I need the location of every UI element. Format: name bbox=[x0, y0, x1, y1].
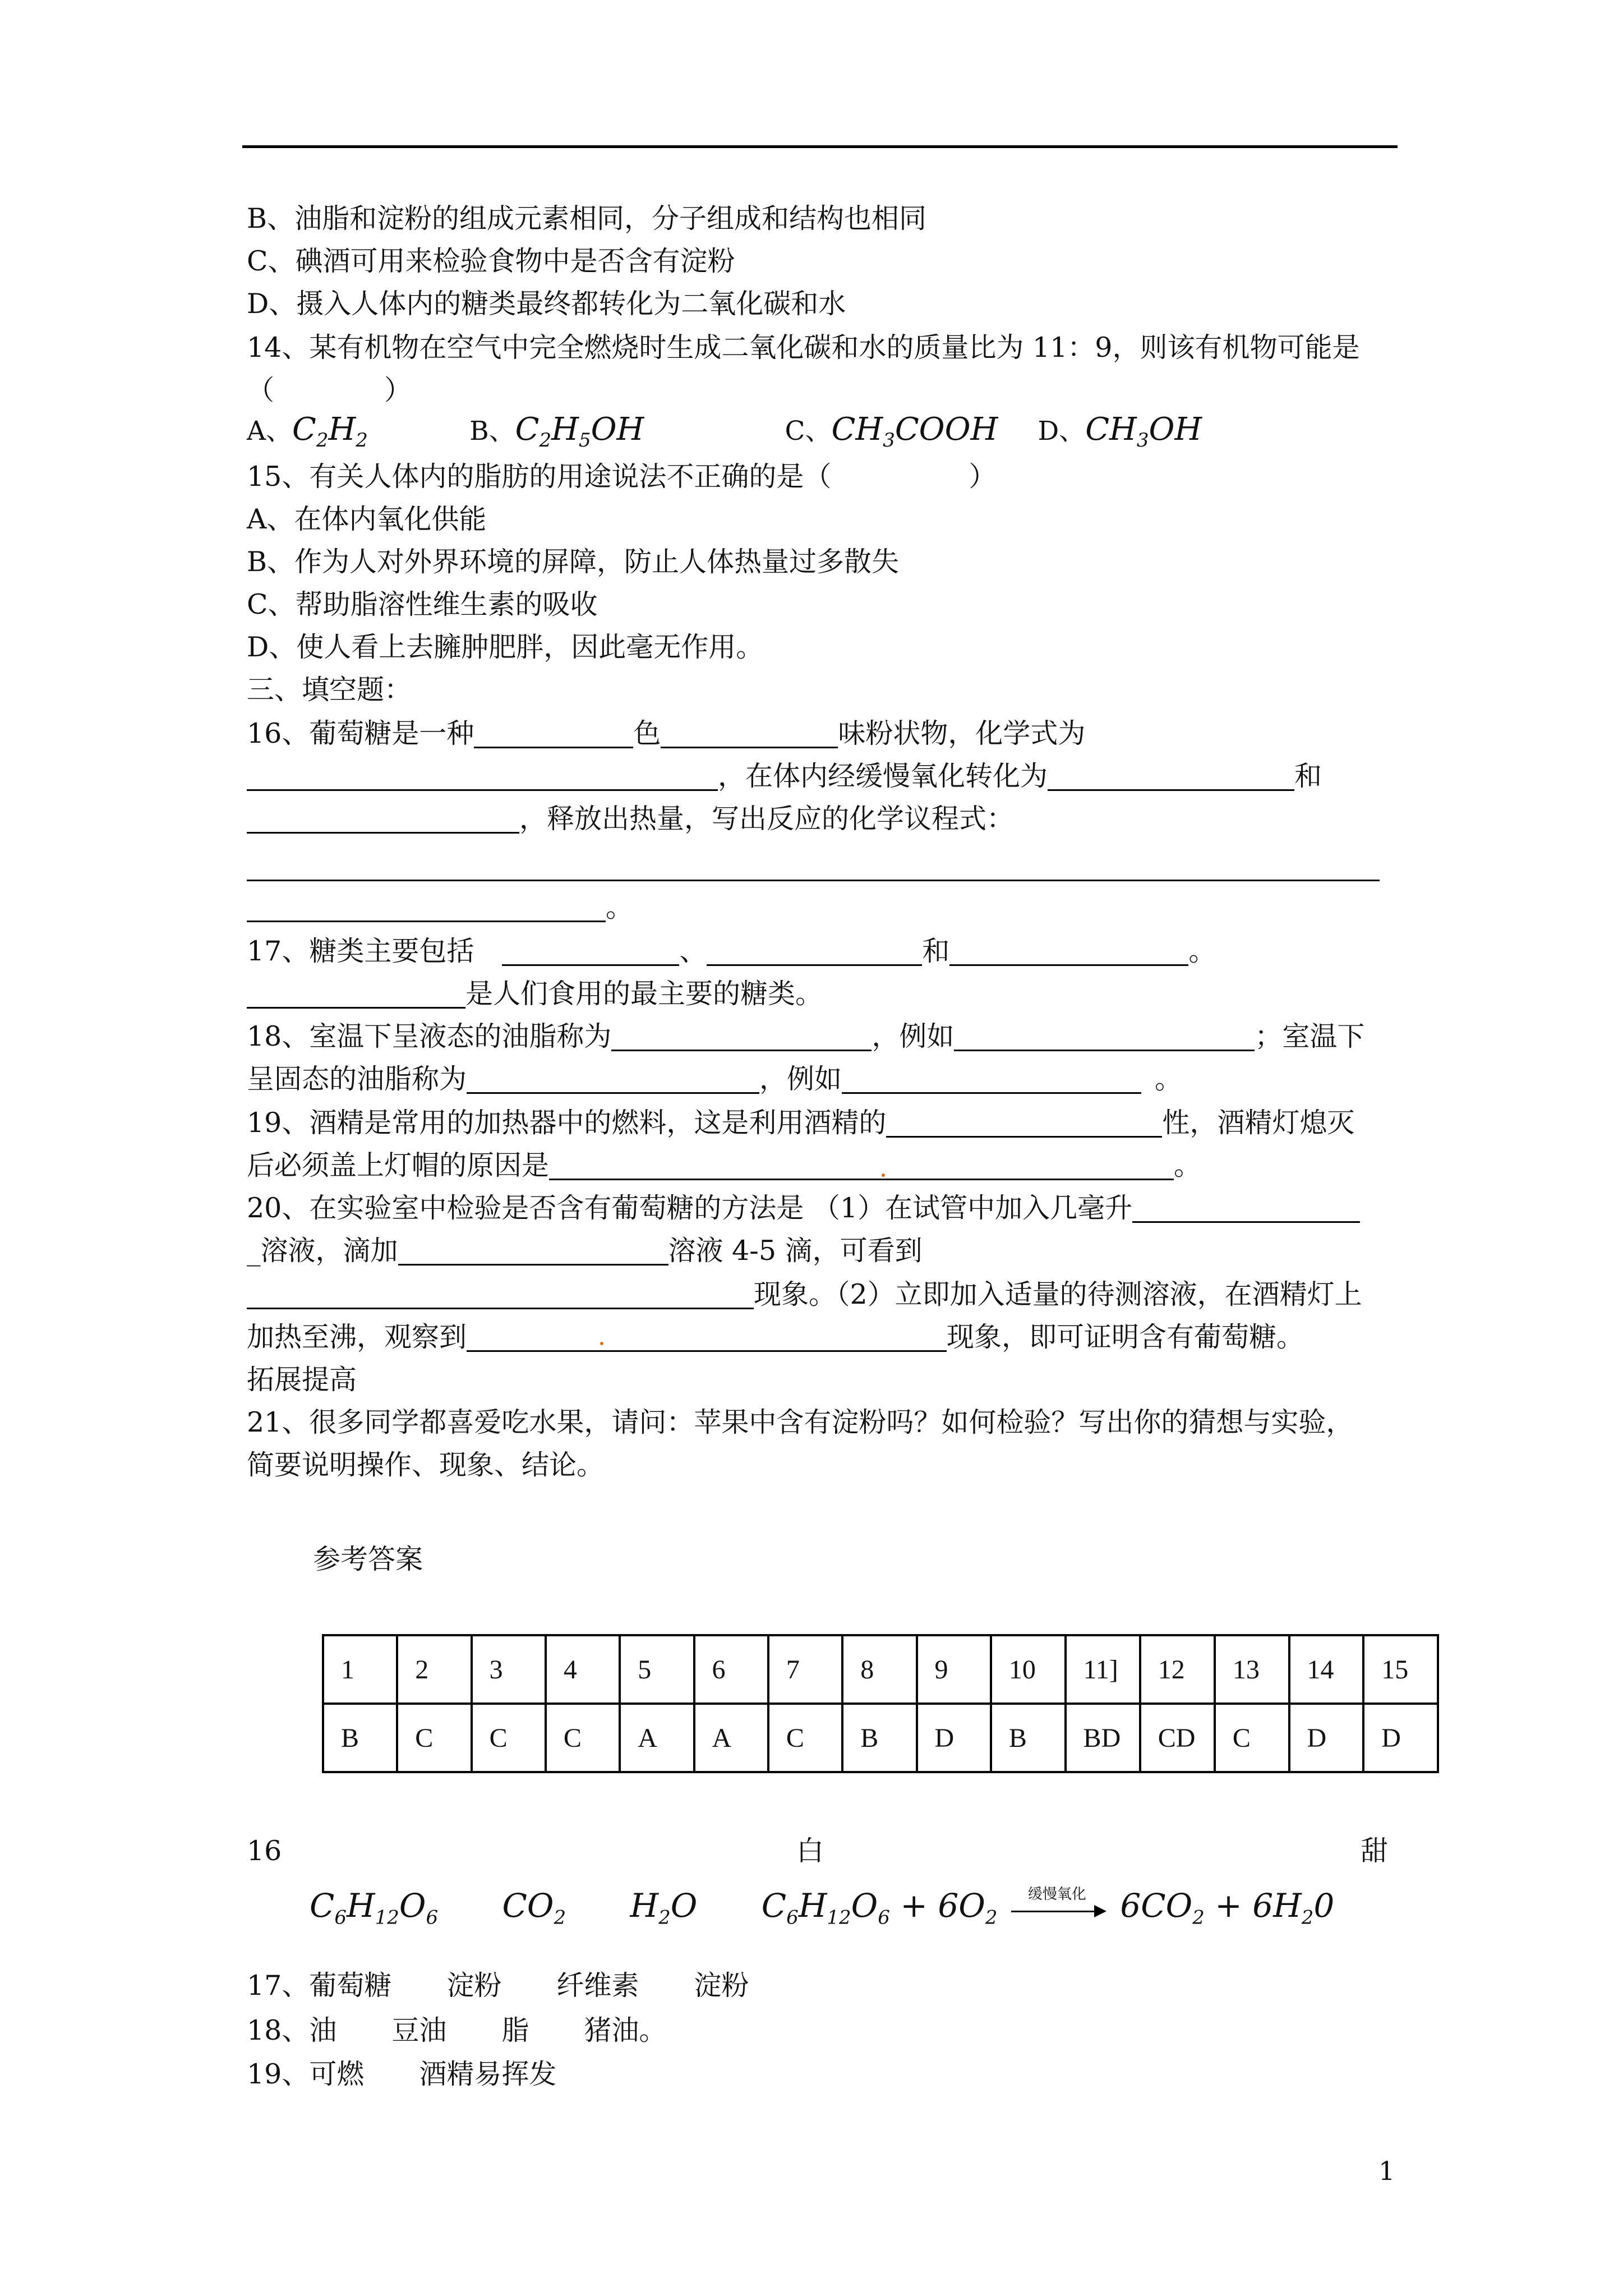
answer-17: 17、葡萄糖 淀粉 纤维素 淀粉 bbox=[247, 1970, 749, 2001]
option-d-label: D、 bbox=[1038, 416, 1086, 447]
answer-16-number: 16 bbox=[247, 1835, 282, 1867]
answer-16-formulas bbox=[310, 1887, 1334, 1929]
answer-table-answer-cell: CD bbox=[1140, 1704, 1215, 1772]
answer-table-number-cell: 9 bbox=[917, 1635, 991, 1704]
option-c-label: C、 bbox=[785, 416, 832, 447]
question-21-line2: 简要说明操作、现象、结论。 bbox=[247, 1449, 605, 1481]
answer-table-answer-row bbox=[323, 1704, 1438, 1772]
answer-table-number-cell: 6 bbox=[694, 1635, 768, 1704]
answer-table-number-row bbox=[323, 1635, 1438, 1704]
answer-table bbox=[322, 1634, 1439, 1773]
question-20-line1: 20、在实验室中检验是否含有葡萄糖的方法是 （1）在试管中加入几毫升 bbox=[247, 1191, 1360, 1225]
formula-h2o: $H_2O$ bbox=[630, 1887, 698, 1929]
answer-table-answer-cell: B bbox=[323, 1704, 397, 1772]
answer-18: 18、油 豆油 脂 猪油。 bbox=[247, 2014, 667, 2046]
answer-table-number-cell: 12 bbox=[1140, 1635, 1215, 1704]
question-20-line3: 现象。（2）立即加入适量的待测溶液，在酒精灯上 bbox=[247, 1278, 1362, 1312]
stray-mark bbox=[882, 1174, 885, 1177]
question-14-paren: （ ） bbox=[247, 374, 412, 406]
answer-table-number-cell: 7 bbox=[768, 1635, 842, 1704]
answer-table-answer-cell: A bbox=[620, 1704, 694, 1772]
option-15a: A、在体内氧化供能 bbox=[247, 503, 487, 535]
question-16-line1: 16、葡萄糖是一种 色 味粉状物，化学式为 bbox=[247, 717, 1086, 749]
answer-table-number-cell: 15 bbox=[1363, 1635, 1438, 1704]
formula-c2h2: $C_2H_2$ bbox=[292, 411, 368, 452]
answer-table-answer-cell: C bbox=[472, 1704, 546, 1772]
answer-table-number-cell: 8 bbox=[842, 1635, 916, 1704]
option-13c: C、碘酒可用来检验食物中是否含有淀粉 bbox=[247, 245, 735, 277]
header-rule bbox=[242, 145, 1398, 148]
answer-table-answer-cell: B bbox=[991, 1704, 1066, 1772]
question-17-line1: 17、糖类主要包括 、 和 。 bbox=[247, 935, 1216, 967]
answer-table-answer-cell: B bbox=[842, 1704, 916, 1772]
answer-line bbox=[247, 880, 1380, 881]
option-b-label: B、 bbox=[469, 416, 515, 447]
answer-16-color: 白 bbox=[796, 1835, 824, 1867]
answer-table-number-cell: 14 bbox=[1289, 1635, 1364, 1704]
section-fill-blank-title: 三、填空题： bbox=[247, 674, 412, 706]
option-13b: B、油脂和淀粉的组成元素相同，分子组成和结构也相同 bbox=[247, 203, 927, 234]
question-20-line2: _溶液，滴加 溶液 4-5 滴，可看到 bbox=[247, 1235, 923, 1267]
option-15d: D、使人看上去臃肿肥胖，因此毫无作用。 bbox=[247, 631, 764, 663]
question-15: 15、有关人体内的脂肪的用途说法不正确的是（ ） bbox=[247, 461, 997, 493]
answer-table-answer-cell: D bbox=[1289, 1704, 1364, 1772]
answer-table-answer-cell: C bbox=[397, 1704, 471, 1772]
answer-16-taste: 甜 bbox=[1361, 1835, 1389, 1867]
question-19-line1: 19、酒精是常用的加热器中的燃料，这是利用酒精的 性，酒精灯熄灭 bbox=[247, 1107, 1355, 1139]
formula-c2h5oh: $C_2H_5OH$ bbox=[515, 411, 644, 452]
question-19-line2: 后必须盖上灯帽的原因是 。 bbox=[247, 1149, 1202, 1181]
answer-table-number-cell: 13 bbox=[1215, 1635, 1289, 1704]
page-number: 1 bbox=[1378, 2156, 1395, 2186]
question-18-line2: 呈固态的油脂称为 ，例如 。 bbox=[247, 1063, 1183, 1095]
answer-table-number-cell: 2 bbox=[397, 1635, 471, 1704]
option-15b: B、作为人对外界环境的屏障，防止人体热量过多散失 bbox=[247, 546, 900, 578]
answer-table-number-cell: 5 bbox=[620, 1635, 694, 1704]
question-20-line4: 加热至沸，观察到 现象，即可证明含有葡萄糖。 bbox=[247, 1321, 1304, 1353]
answer-table-number-cell: 1 bbox=[323, 1635, 397, 1704]
answer-19: 19、可燃 酒精易挥发 bbox=[247, 2058, 557, 2090]
stray-mark bbox=[600, 1342, 603, 1345]
formula-co2: $CO_2$ bbox=[502, 1887, 566, 1929]
question-14: 14、某有机物在空气中完全燃烧时生成二氧化碳和水的质量比为 11：9，则该有机物可能是 bbox=[247, 332, 1360, 364]
option-13d: D、摄入人体内的糖类最终都转化为二氧化碳和水 bbox=[247, 288, 846, 320]
question-17-line2: 是人们食用的最主要的糖类。 bbox=[247, 977, 823, 1011]
answer-table-answer-cell: C bbox=[768, 1704, 842, 1772]
answers-title: 参考答案 bbox=[313, 1543, 423, 1575]
extension-title: 拓展提高 bbox=[247, 1364, 357, 1396]
question-21-line1: 21、很多同学都喜爱吃水果，请问：苹果中含有淀粉吗？如何检验？写出你的猜想与实验， bbox=[247, 1406, 1354, 1438]
reaction-equation: $C_6H_{12}O_6 + 6O_2$ 缓慢氧化 $6CO_2 + 6H_20$ bbox=[761, 1885, 1335, 1929]
answer-table-answer-cell: C bbox=[546, 1704, 620, 1772]
answer-table-number-cell: 10 bbox=[991, 1635, 1066, 1704]
answer-table-number-cell: 3 bbox=[472, 1635, 546, 1704]
option-15c: C、帮助脂溶性维生素的吸收 bbox=[247, 588, 598, 620]
answer-table-answer-cell: D bbox=[917, 1704, 991, 1772]
formula-glucose: $C_6H_{12}O_6$ bbox=[310, 1887, 439, 1929]
question-18-line1: 18、室温下呈液态的油脂称为 ，例如 ；室温下 bbox=[247, 1020, 1365, 1052]
option-a-label: A、 bbox=[247, 416, 292, 447]
answer-table-answer-cell: BD bbox=[1066, 1704, 1140, 1772]
answer-table-answer-cell: D bbox=[1363, 1704, 1438, 1772]
question-16-line3: ，释放出热量，写出反应的化学议程式： bbox=[247, 802, 1014, 836]
answer-table-number-cell: 4 bbox=[546, 1635, 620, 1704]
question-16-line5: 。 bbox=[247, 891, 633, 924]
answer-table-number-cell: 11] bbox=[1066, 1635, 1140, 1704]
answer-table-answer-cell: C bbox=[1215, 1704, 1289, 1772]
formula-ch3cooh: $CH_3COOH$ bbox=[831, 411, 998, 452]
formula-ch3oh: $CH_3OH$ bbox=[1085, 411, 1202, 452]
question-16-line2: ，在体内经缓慢氧化转化为 和 bbox=[247, 760, 1322, 793]
question-14-options bbox=[247, 413, 1202, 457]
reaction-arrow: 缓慢氧化 bbox=[1011, 1897, 1106, 1920]
answer-table-answer-cell: A bbox=[694, 1704, 768, 1772]
